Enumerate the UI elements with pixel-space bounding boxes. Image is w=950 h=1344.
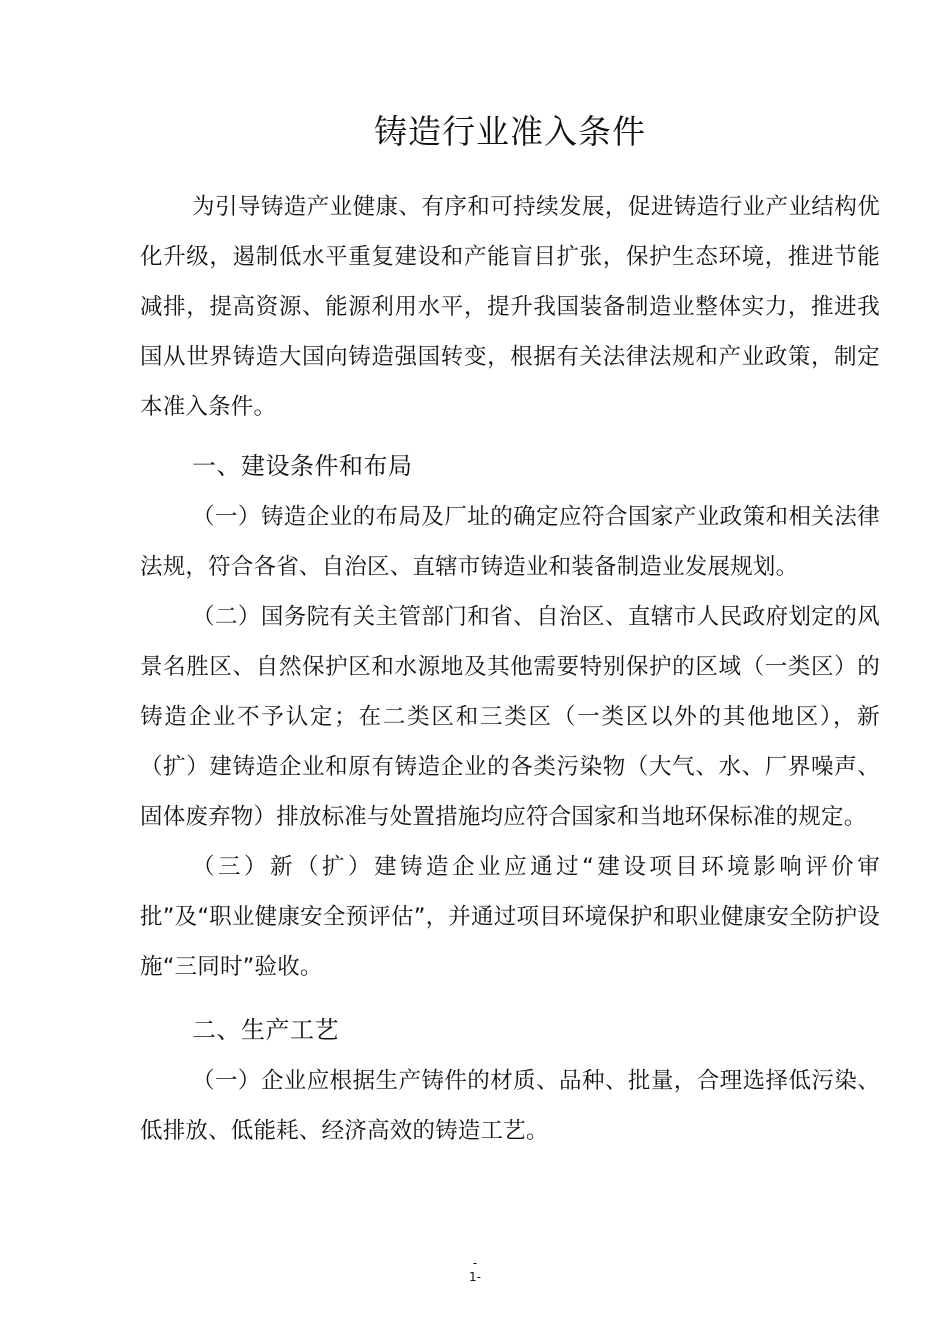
document-title: 铸造行业准入条件 [374,112,646,151]
intro-paragraph: 为引导铸造产业健康、有序和可持续发展，促进铸造行业产业结构优化升级，遏制低水平重复建设和产能盲目扩张，保护生态环境，推进节能减排，提高资源、能源利用水平，提升我国装备制造业整体实力，推进我国从世界铸造大国向铸造强国转变，根据有关法律法规和产业政策，制定本准入条件。 [140,194,880,420]
footer-dash: - [472,1256,478,1270]
section-construction-layout [140,440,880,992]
section-paragraph: （二）国务院有关主管部门和省、自治区、直辖市人民政府划定的风景名胜区、自然保护区和水源地及其他需要特别保护的区域（一类区）的铸造企业不予认定；在二类区和三类区（一类区以外的其他地区），新（扩）建铸造企业和原有铸造企业的各类污染物（大气、水、厂界噪声、固体废弃物）排放标准与处置措施均应符合国家和当地环保标准的规定。 [140,604,880,830]
section-paragraph: （一）企业应根据生产铸件的材质、品种、批量，合理选择低污染、低排放、低能耗、经济高效的铸造工艺。 [140,1068,880,1144]
section-heading: 一、建设条件和布局 [192,452,413,480]
document-body [140,182,880,1156]
section-heading: 二、生产工艺 [192,1016,339,1044]
section-paragraph: （三）新（扩）建铸造企业应通过“建设项目环境影响评价审批”及“职业健康安全预评估”，并通过项目环境保护和职业健康安全防护设施“三同时”验收。 [140,854,880,980]
page-number: 1- [469,1270,481,1284]
section-paragraph: （一）铸造企业的布局及厂址的确定应符合国家产业政策和相关法律法规，符合各省、自治区、直辖市铸造业和装备制造业发展规划。 [140,504,880,580]
section-production-process [140,1004,880,1156]
